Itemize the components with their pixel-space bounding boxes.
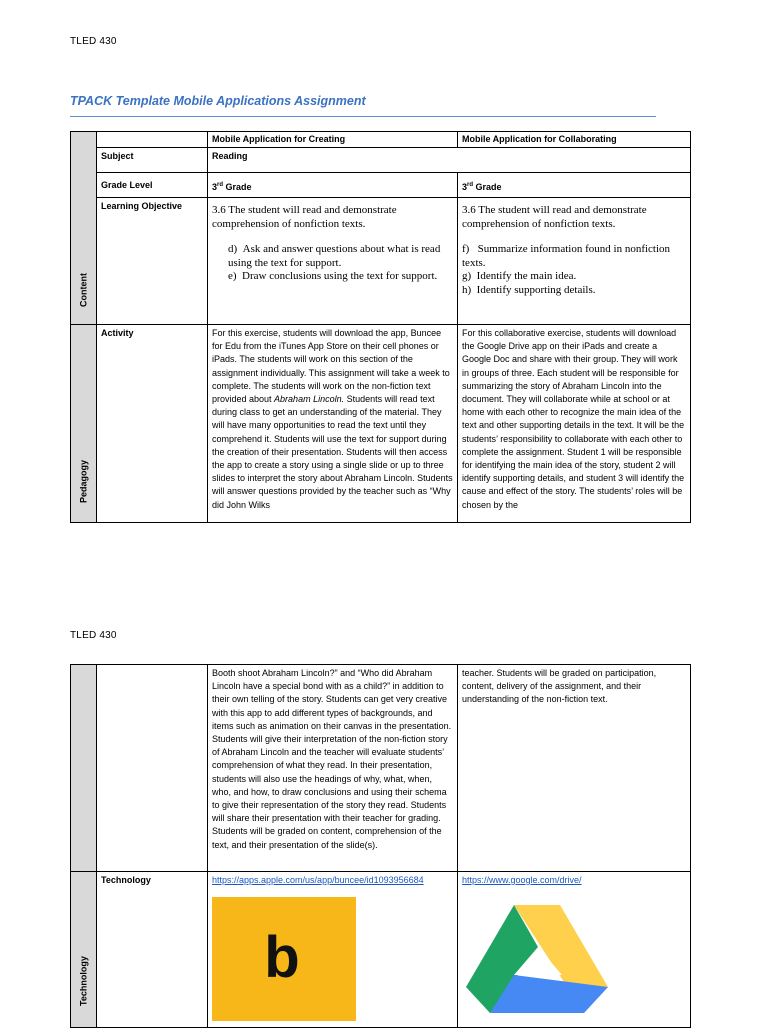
tpack-table-page2	[70, 664, 691, 1028]
section-label-pedagogy: Pedagogy	[77, 459, 88, 503]
document-title: TPACK Template Mobile Applications Assignment	[70, 94, 366, 108]
activity-label-empty	[97, 665, 208, 872]
grade-collaborating: 3rd Grade	[458, 173, 691, 198]
sidebar-pedagogy-continued	[71, 665, 97, 872]
objective-collab-item-h: h) Identify supporting details.	[462, 283, 596, 296]
row-label-subject: Subject	[97, 148, 208, 173]
subject-value: Reading	[208, 148, 691, 173]
row-label-technology: Technology	[97, 872, 208, 1028]
objective-collab-item-g: g) Identify the main idea.	[462, 270, 577, 282]
page-header-2: TLED 430	[70, 630, 117, 641]
title-underline	[70, 116, 656, 117]
page-header: TLED 430	[70, 36, 117, 47]
section-label-content: Content	[77, 272, 88, 307]
header-empty-cell	[97, 132, 208, 148]
google-drive-link[interactable]: https://www.google.com/drive/	[462, 875, 582, 885]
row-label-grade-level: Grade Level	[97, 173, 208, 198]
activity-creating-part1: For this exercise, students will download the app, Buncee for Edu from the iTunes App Store on their cell phones or iPads. The students will work on this section of the assignment individually. This assignment will take a week to complete. The students will work on the non-fiction text provided about Abraham Lincoln. Students will read text during class to get an understanding of the material. They will have many opportunities to read the text until they comprehend it. Students will use the text for support during the creation of their presentation. Students will then access the app to create a story using a single slide or up to three slides to interpret the story about Abraham Lincoln. Students will answer questions provided by the teacher such as “Why did John Wilks	[208, 325, 458, 523]
objective-creating-item-d: d) Ask and answer questions about what is read using the text for support.	[228, 243, 441, 269]
activity-collab-part2: teacher. Students will be graded on participation, content, delivery of the assignment, and their understanding of the non-fiction text.	[458, 665, 691, 872]
row-label-activity: Activity	[97, 325, 208, 523]
objective-creating-item-e: e) Draw conclusions using the text for support.	[228, 270, 438, 282]
column-header-collaborating: Mobile Application for Collaborating	[458, 132, 691, 148]
buncee-logo	[212, 897, 453, 1025]
tpack-table-page1	[70, 131, 691, 523]
objective-creating	[208, 198, 458, 325]
sidebar-pedagogy	[71, 325, 97, 523]
sidebar-content	[71, 132, 97, 325]
objective-creating-intro: 3.6 The student will read and demonstrate comprehension of nonfiction texts.	[212, 204, 397, 230]
buncee-logo-letter: b	[264, 925, 300, 991]
objective-collaborating	[458, 198, 691, 325]
buncee-app-link[interactable]: https://apps.apple.com/us/app/buncee/id1093956684	[212, 875, 424, 885]
technology-collaborating	[458, 872, 691, 1028]
grade-creating: 3rd Grade	[208, 173, 458, 198]
activity-creating-part2: Booth shoot Abraham Lincoln?” and “Who did Abraham Lincoln have a special bond with as a child?” in addition to their own telling of the story. Students can get very creative with this app to add different types of backgrounds, and items such as animation on their canvas in the presentation. Students will give their interpretation of the non-fiction story of Abraham Lincoln and the teacher will evaluate students’ comprehension of what they read. In their presentation, students will also use the headings of why, what, when, who, and how, to draw conclusions and using their schema to give their representation of the story they read. Students will share their presentation with their teacher for grading. Students will be graded on content, comprehension of the text, and their presentation of the slide(s).	[208, 665, 458, 872]
technology-creating	[208, 872, 458, 1028]
google-drive-logo-icon	[462, 897, 612, 1017]
activity-collab-part1: For this collaborative exercise, students will download the Google Drive app on their iPads and create a Google Doc and share with their group. They will work in groups of three. Each student will be responsible for summarizing the story of Abraham Lincoln into the document. They will collaborate while at school or at home with each other to recognize the main idea of the text and other supporting details in the text. It will be the students’ responsibility to collaborate with each other to complete the assignment. Student 1 will be responsible for identifying the main idea of the story, student 2 will identify supporting details, and student 3 will identify the cause and effect of the story. The students’ roles will be chosen by the	[458, 325, 691, 523]
buncee-logo-icon	[212, 897, 356, 1021]
objective-collab-item-f: f) Summarize information found in nonfiction texts.	[462, 243, 671, 269]
objective-collab-intro: 3.6 The student will read and demonstrate comprehension of nonfiction texts.	[462, 204, 647, 230]
google-drive-logo	[462, 897, 686, 1021]
row-label-learning-objective: Learning Objective	[97, 198, 208, 325]
sidebar-technology	[71, 872, 97, 1028]
section-label-technology: Technology	[77, 956, 88, 1007]
column-header-creating: Mobile Application for Creating	[208, 132, 458, 148]
